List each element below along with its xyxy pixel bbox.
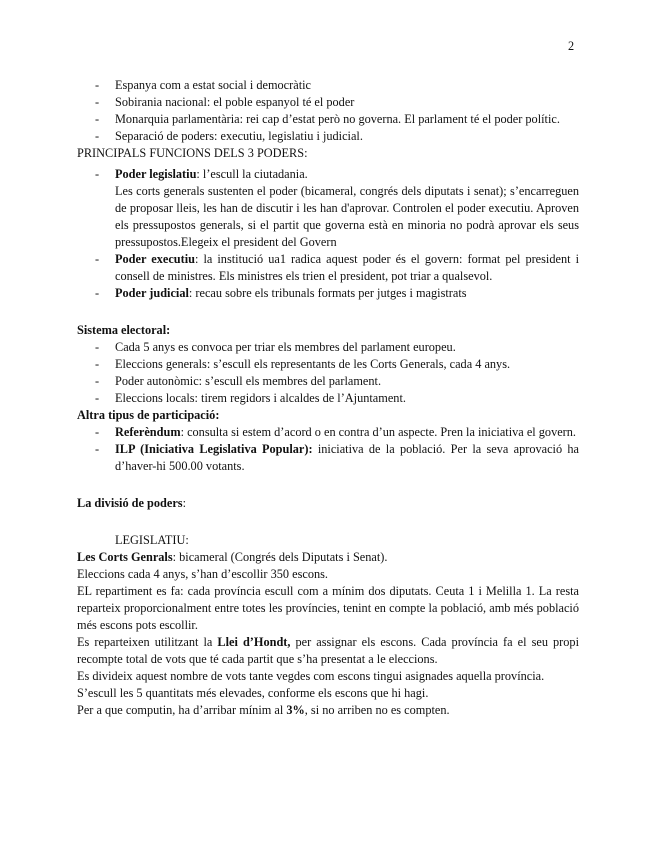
corts-line: Les Corts Genrals: bicameral (Congrés dels Diputats i Senat). bbox=[77, 550, 388, 564]
intro-list bbox=[77, 77, 579, 145]
division-heading: La divisió de poders: bbox=[77, 496, 186, 510]
dhondt-line: Es reparteixen utilitzant la Llei d’Hondt, per assignar els escons. Cada província fa el seu propi recompte total de vots que té cada partit que s’ha presentat a le eleccions. bbox=[77, 635, 579, 666]
list-item: - Sobirania nacional: el poble espanyol té el poder bbox=[95, 95, 355, 109]
participation-ilp: - ILP (Iniciativa Legislativa Popular): iniciativa de la població. Per la seva aprovació ha d’haver-hi 500.00 votants. bbox=[95, 442, 579, 473]
document-body bbox=[77, 77, 579, 719]
list-item: - Monarquia parlamentària: rei cap d’estat però no governa. El parlament té el poder polític. bbox=[95, 112, 560, 126]
percent-line: Per a que computin, ha d’arribar mínim al 3%, si no arriben no es compten. bbox=[77, 703, 450, 717]
list-item: - Separació de poders: executiu, legislatiu i judicial. bbox=[95, 129, 363, 143]
powers-list bbox=[77, 166, 579, 302]
legislatiu-detail: Les corts generals sustenten el poder (bicameral, congrés dels diputats i senat); s’encarreguen de proposar lleis, les han de discutir i les han d'aprovar. Controlen el poder executiu. Aproven els pressupostos generals, si el partit que governa està en minoria no podrà aprovar els seus pressupostos.Elegeix el president del Govern bbox=[115, 184, 579, 249]
eleccions-line: Eleccions cada 4 anys, s’han d’escollir 350 escons. bbox=[77, 567, 328, 581]
electoral-heading: Sistema electoral: bbox=[77, 323, 171, 337]
electoral-list bbox=[77, 339, 579, 407]
escull-line: S’escull les 5 quantitats més elevades, conforme els escons que hi hagi. bbox=[77, 686, 429, 700]
power-executiu: - Poder executiu: la institució ua1 radica aquest poder és el govern: format pel president i consell de ministres. Els ministres els trien el president, pot triar a qualsevol. bbox=[95, 252, 579, 283]
list-item: - Cada 5 anys es convoca per triar els membres del parlament europeu. bbox=[95, 340, 456, 354]
legislatiu-label: LEGISLATIU: bbox=[115, 533, 189, 547]
power-legislatiu: - Poder legislatiu: l’escull la ciutadania. Les corts generals sustenten el poder (bicameral, congrés dels diputats i senat); s’encarreguen de proposar lleis, les han de discutir i les han d'aprovar. Controlen el poder executiu. Aproven els pressupostos generals, si el partit que governa està en minoria no podrà aprovar els seus pressupostos.Elegeix el president del Govern bbox=[95, 167, 579, 249]
divideix-line: Es divideix aquest nombre de vots tante vegdes com escons tingui asignades aquella província. bbox=[77, 669, 545, 683]
power-judicial: - Poder judicial: recau sobre els tribunals formats per jutges i magistrats bbox=[95, 286, 467, 300]
repartiment-line: EL repartiment es fa: cada província escull com a mínim dos diputats. Ceuta 1 i Melilla 1. La resta reparteix proporcionalment entre totes les províncies, tenint en compte la població, amb més població més escons pots escollir. bbox=[77, 584, 579, 632]
list-item: - Eleccions generals: s’escull els representants de les Corts Generals, cada 4 anys. bbox=[95, 357, 511, 371]
list-item: - Eleccions locals: tirem regidors i alcaldes de l’Ajuntament. bbox=[95, 391, 406, 405]
list-item: - Poder autonòmic: s’escull els membres del parlament. bbox=[95, 374, 382, 388]
list-item: - Espanya com a estat social i democràtic bbox=[95, 78, 311, 92]
functions-heading: PRINCIPALS FUNCIONS DELS 3 PODERS: bbox=[77, 146, 308, 160]
page-number: 2 bbox=[568, 39, 575, 53]
participation-list bbox=[77, 424, 579, 475]
participation-heading: Altra tipus de participació: bbox=[77, 408, 220, 422]
participation-referendum: - Referèndum: consulta si estem d’acord o en contra d’un aspecte. Pren la iniciativa el govern. bbox=[95, 425, 576, 439]
